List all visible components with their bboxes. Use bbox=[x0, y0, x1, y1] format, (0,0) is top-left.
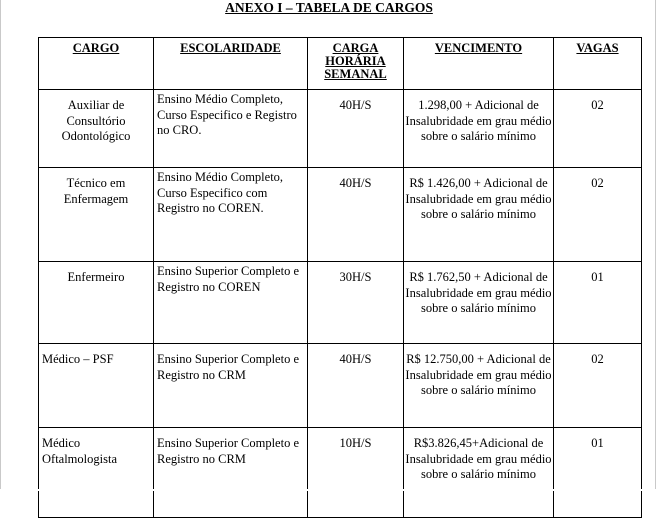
table-row bbox=[39, 344, 642, 428]
cell-vencimento: R$ 1.762,50 + Adicional de Insalubridade em grau médio sobre o salário mínimo bbox=[404, 262, 554, 344]
cell-vagas: 02 bbox=[554, 90, 642, 168]
document-title: ANEXO I – TABELA DE CARGOS bbox=[225, 0, 433, 15]
cell-cargo: Auxiliar de Consultório Odontológico bbox=[39, 90, 154, 168]
cargos-table bbox=[38, 37, 642, 518]
header-escolaridade: ESCOLARIDADE bbox=[154, 38, 308, 90]
cell-cargo: Enfermeiro bbox=[39, 262, 154, 344]
cell-vencimento: R$ 1.426,00 + Adicional de Insalubridade em grau médio sobre o salário mínimo bbox=[404, 168, 554, 262]
cell-carga: 40H/S bbox=[308, 344, 404, 428]
cell-carga: 40H/S bbox=[308, 168, 404, 262]
cell-cargo: Médico Oftalmologista bbox=[39, 428, 154, 518]
cell-vencimento: R$ 12.750,00 + Adicional de Insalubridade em grau médio sobre o salário mínimo bbox=[404, 344, 554, 428]
table-header-row bbox=[39, 38, 642, 90]
cell-escolaridade: Ensino Médio Completo, Curso Especifico com Registro no COREN. bbox=[154, 168, 308, 262]
cell-escolaridade: Ensino Médio Completo, Curso Especifico e Registro no CRO. bbox=[154, 90, 308, 168]
header-cargo: CARGO bbox=[39, 38, 154, 90]
cell-escolaridade: Ensino Superior Completo e Registro no CRM bbox=[154, 428, 308, 518]
cell-escolaridade: Ensino Superior Completo e Registro no CRM bbox=[154, 344, 308, 428]
cell-cargo: Técnico em Enfermagem bbox=[39, 168, 154, 262]
table-row bbox=[39, 262, 642, 344]
header-vagas: VAGAS bbox=[554, 38, 642, 90]
page-border-right bbox=[655, 0, 656, 491]
table-row bbox=[39, 90, 642, 168]
header-carga-horaria: CARGA HORÁRIA SEMANAL bbox=[308, 38, 404, 90]
cell-carga: 10H/S bbox=[308, 428, 404, 518]
cell-vagas: 01 bbox=[554, 262, 642, 344]
cell-carga: 40H/S bbox=[308, 90, 404, 168]
cell-carga: 30H/S bbox=[308, 262, 404, 344]
cell-vagas: 02 bbox=[554, 344, 642, 428]
table-row bbox=[39, 428, 642, 518]
cell-vagas: 01 bbox=[554, 428, 642, 518]
cell-cargo: Médico – PSF bbox=[39, 344, 154, 428]
header-vencimento: VENCIMENTO bbox=[404, 38, 554, 90]
cell-escolaridade: Ensino Superior Completo e Registro no COREN bbox=[154, 262, 308, 344]
cell-vencimento: R$3.826,45+Adicional de Insalubridade em grau médio sobre o salário mínimo bbox=[404, 428, 554, 518]
table-row bbox=[39, 168, 642, 262]
page-border-left bbox=[0, 0, 1, 491]
cell-vagas: 02 bbox=[554, 168, 642, 262]
cell-vencimento: 1.298,00 + Adicional de Insalubridade em grau médio sobre o salário mínimo bbox=[404, 90, 554, 168]
